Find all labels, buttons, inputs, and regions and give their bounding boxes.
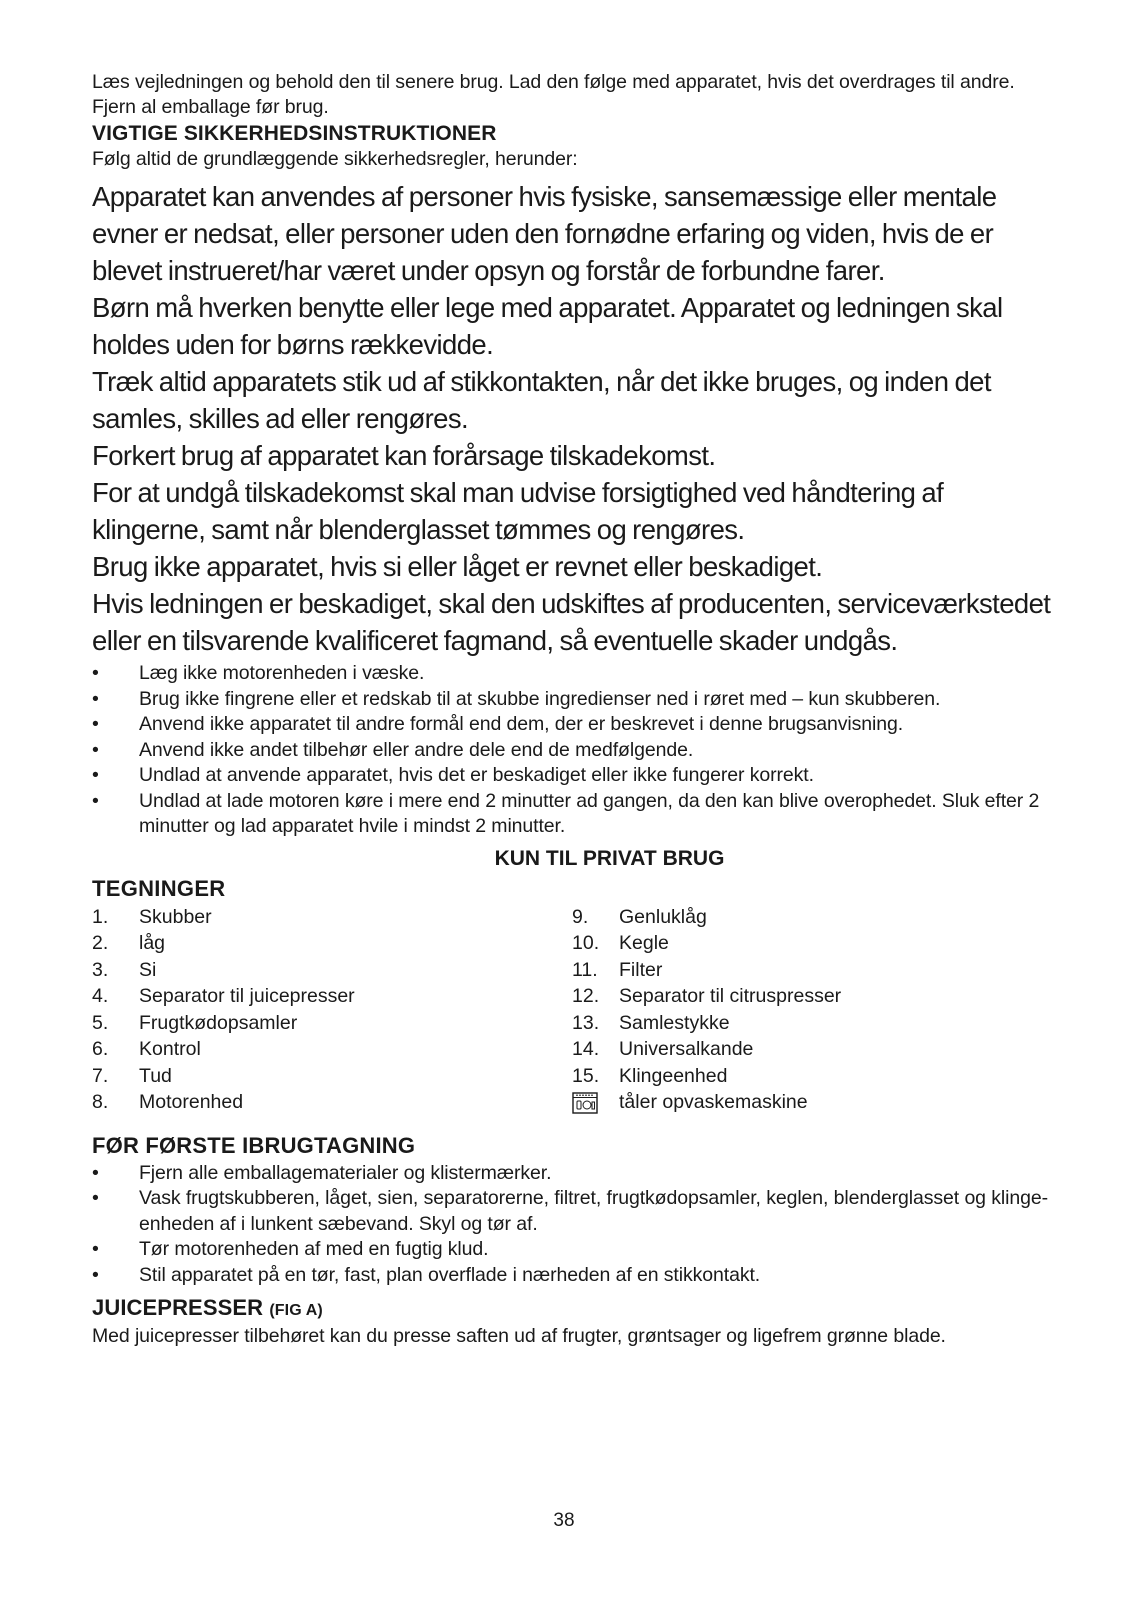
safety-large-paragraphs [92, 178, 1052, 659]
bullet-icon: • [92, 1263, 99, 1286]
list-item: • Anvend ikke andet tilbehør eller andre dele end de medfølgende. [92, 738, 1052, 764]
safety-heading: VIGTIGE SIKKERHEDSINSTRUKTIONER [92, 122, 497, 145]
part-item: 11. Filter [572, 958, 663, 981]
safety-paragraph: Brug ikke apparatet, hvis si eller låget er revnet eller beskadiget. [92, 551, 823, 582]
bullet-icon: • [92, 1161, 99, 1184]
part-item: 13. Samlestykke [572, 1011, 730, 1034]
first-use-bullet-list [92, 1161, 1052, 1289]
part-item: 1. Skubber [92, 905, 212, 928]
drawings-parts-list [92, 904, 1052, 1119]
safety-paragraph: For at undgå tilskadekomst skal man udvise forsigtighed ved håndtering af klingerne, samt når blenderglasset tømmes og rengøres. [92, 477, 944, 545]
list-item: • Brug ikke fingrene eller et redskab til at skubbe ingredienser ned i røret med – kun skubberen. [92, 687, 1052, 713]
part-item: 12. Separator til citruspresser [572, 985, 842, 1007]
page-number: 38 [553, 1510, 575, 1531]
dishwasher-item [572, 1089, 1052, 1119]
list-item: • Stil apparatet på en tør, fast, plan overflade i nærheden af en stikkontakt. [92, 1263, 1052, 1289]
part-item: 4. Separator til juicepresser [92, 985, 355, 1007]
bullet-icon: • [92, 738, 99, 761]
list-item: • Anvend ikke apparatet til andre formål end dem, der er beskrevet i denne brugsanvisning. [92, 712, 1052, 738]
part-item: 8. Motorenhed [92, 1091, 244, 1113]
list-item: • Fjern alle emballagematerialer og klistermærker. [92, 1161, 1052, 1187]
list-item: • Undlad at anvende apparatet, hvis det er beskadiget eller ikke fungerer korrekt. [92, 763, 1052, 789]
private-use-heading: KUN TIL PRIVAT BRUG [494, 846, 725, 870]
safety-paragraph: Børn må hverken benytte eller lege med apparatet. Apparatet og ledningen skal holdes uden for børns rækkevidde. [92, 292, 1003, 360]
parts-column-left [92, 904, 572, 1119]
drawings-heading: TEGNINGER [92, 875, 226, 901]
part-item: 14. Universalkande [572, 1038, 754, 1060]
bullet-icon: • [92, 687, 99, 710]
bullet-icon: • [92, 789, 99, 812]
safety-paragraph: Forkert brug af apparatet kan forårsage tilskadekomst. [92, 440, 716, 471]
dishwasher-label: tåler opvaskemaskine [619, 1091, 808, 1113]
bullet-icon: • [92, 1238, 99, 1260]
part-item: 15. Klingeenhed [572, 1064, 728, 1087]
bullet-icon: • [92, 713, 99, 735]
juicer-heading: JUICEPRESSER (FIG A) [92, 1295, 323, 1320]
bullet-icon: • [92, 764, 99, 786]
intro-text: Læs vejledningen og behold den til senere brug. Lad den følge med apparatet, hvis det overdrages til andre. Fjern al emballage før brug. [92, 71, 1015, 118]
dishwasher-safe-icon [572, 1092, 598, 1114]
safety-paragraph: Hvis ledningen er beskadiget, skal den udskiftes af producenten, serviceværkstedet eller en tilsvarende kvalificeret fagmand, så eventuelle skader undgås. [92, 588, 1051, 656]
bullet-icon: • [92, 1187, 99, 1209]
part-item: 9. Genluklåg [572, 905, 707, 928]
juicer-text: Med juicepresser tilbehøret kan du presse saften ud af frugter, grøntsager og ligefrem grønne blade. [92, 1325, 946, 1347]
part-item: 7. Tud [92, 1064, 172, 1087]
part-item: 3. Si [92, 958, 157, 981]
list-item: • Læg ikke motorenheden i væske. [92, 661, 1052, 687]
bullet-icon: • [92, 662, 99, 684]
list-item: • Vask frugtskubberen, låget, sien, separatorerne, filtret, frugtkødopsamler, keglen, blenderglasset og klinge-enheden af i lunkent sæbevand. Skyl og tør af. [92, 1187, 1048, 1235]
part-item: 5. Frugtkødopsamler [92, 1011, 298, 1034]
part-item: 10. Kegle [572, 932, 669, 954]
figure-reference: (FIG A) [269, 1302, 323, 1319]
part-item: 6. Kontrol [92, 1038, 201, 1060]
first-use-heading: FØR FØRSTE IBRUGTAGNING [92, 1132, 416, 1158]
list-item: • Undlad at lade motoren køre i mere end 2 minutter ad gangen, da den kan blive overophedet. Sluk efter 2 minutter og lad apparatet hvile i mindst 2 minutter. [92, 789, 1040, 837]
safety-bullet-list [92, 661, 1052, 840]
parts-column-right [572, 904, 1052, 1119]
safety-paragraph: Træk altid apparatets stik ud af stikkontakten, når det ikke bruges, og inden det samles, skilles ad eller rengøres. [92, 366, 991, 434]
safety-paragraph: Apparatet kan anvendes af personer hvis fysiske, sansemæssige eller mentale evner er nedsat, eller personer uden den fornødne erfaring og viden, hvis de er blevet instrueret/har været under opsyn og forstår de forbundne farer. [92, 181, 997, 286]
safety-subheading: Følg altid de grundlæggende sikkerhedsregler, herunder: [92, 148, 578, 170]
part-item: 2. låg [92, 932, 166, 954]
list-item: • Tør motorenheden af med en fugtig klud. [92, 1237, 1052, 1263]
manual-page [92, 70, 1052, 1349]
